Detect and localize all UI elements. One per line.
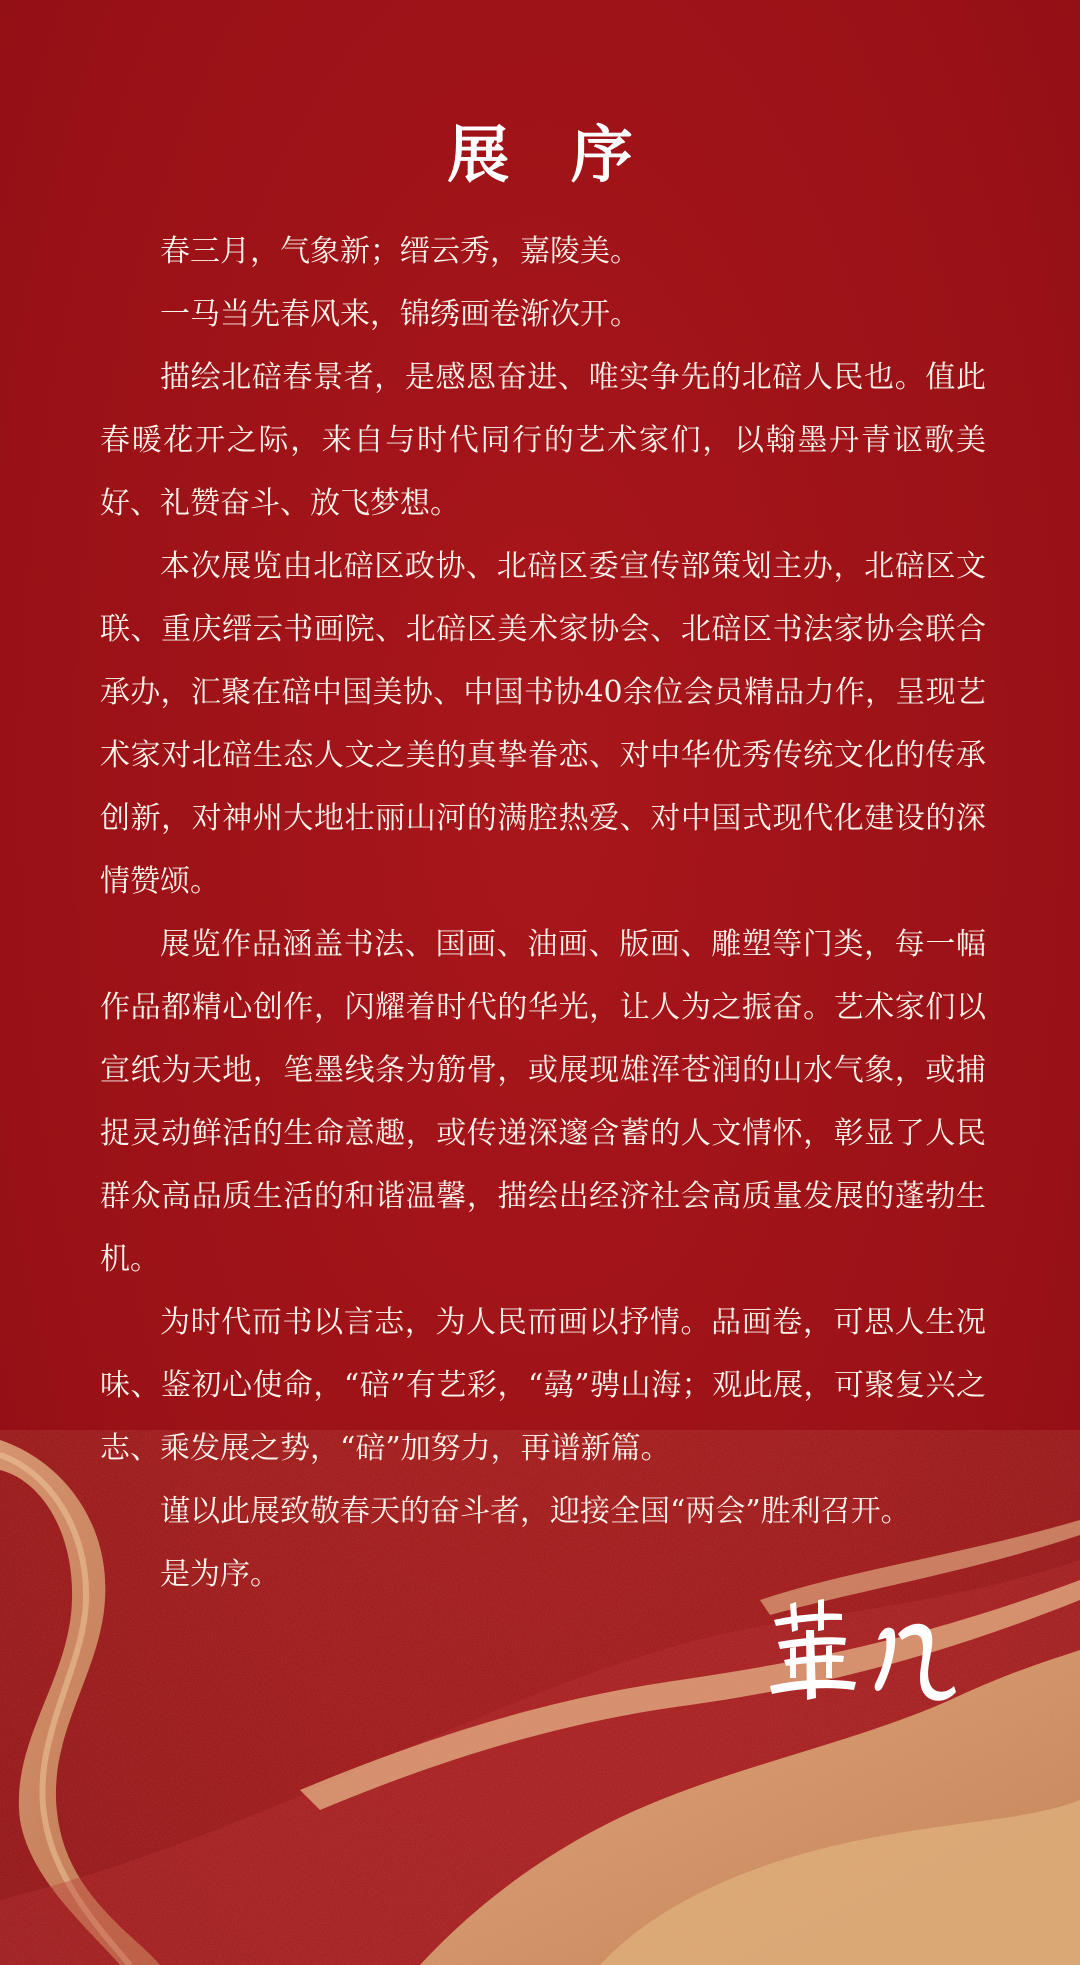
paragraph-2: 一马当先春风来，锦绣画卷渐次开。 (160, 297, 640, 332)
paragraph-7: 谨以此展致敬春天的奋斗者，迎接全国“两会”胜利召开。 (160, 1494, 911, 1529)
paragraph-8: 是为序。 (160, 1557, 280, 1592)
paragraph-6: 为时代而书以言志，为人民而画以抒情。品画卷，可思人生况味、鉴初心使命，“碚”有艺彩，“骉”骋山海；观此展，可聚复兴之志、乘发展之势，“碚”加努力，再谱新篇。 (100, 1305, 986, 1466)
page-title: 展 序 (447, 118, 653, 191)
paragraph-1: 春三月，气象新；缙云秀，嘉陵美。 (160, 234, 640, 269)
preface-body (100, 220, 986, 1606)
paragraph-5: 展览作品涵盖书法、国画、油画、版画、雕塑等门类，每一幅作品都精心创作，闪耀着时代的华光，让人为之振奋。艺术家们以宣纸为天地，笔墨线条为筋骨，或展现雄浑苍润的山水气象，或捕捉灵动鲜活的生命意趣，或传递深邃含蓄的人文情怀，彰显了人民群众高品质生活的和谐温馨，描绘出经济社会高质量发展的蓬勃生机。 (100, 927, 986, 1277)
paragraph-4: 本次展览由北碚区政协、北碚区委宣传部策划主办，北碚区文联、重庆缙云书画院、北碚区美术家协会、北碚区书法家协会联合承办，汇聚在碚中国美协、中国书协40余位会员精品力作，呈现艺术家对北碚生态人文之美的真挚眷恋、对中华优秀传统文化的传承创新，对神州大地壮丽山河的满腔热爱、对中国式现代化建设的深情赞颂。 (100, 549, 986, 899)
paragraph-3: 描绘北碚春景者，是感恩奋进、唯实争先的北碚人民也。值此春暖花开之际，来自与时代同行的艺术家们，以翰墨丹青讴歌美好、礼赞奋斗、放飞梦想。 (100, 360, 986, 521)
calligraphy-signature (760, 1590, 960, 1720)
